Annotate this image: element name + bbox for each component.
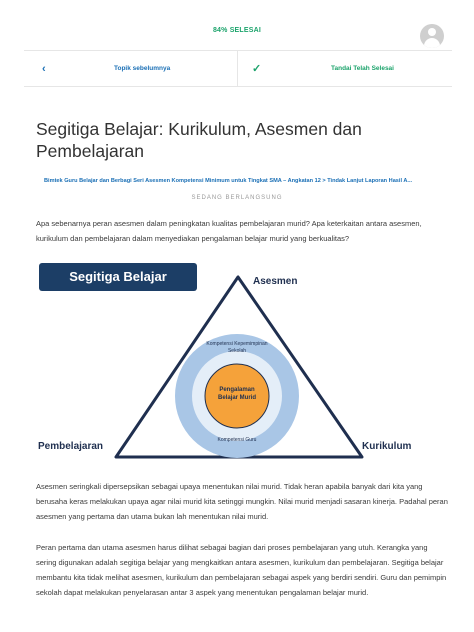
status-label: SEDANG BERLANGSUNG (191, 195, 283, 201)
page-title: Segitiga Belajar: Kurikulum, Asesmen dan Pembelajaran (36, 119, 362, 161)
progress-label: 84% SELESAI (212, 27, 262, 34)
body-paragraph-2: Peran pertama dan utama asesmen harus dilihat sebagai bagian dari proses pembelajaran yang utuh. Kerangka yang sering digunakan adalah segitiga belajar yang mengkaitkan antara asesmen, kurikulum dan pembelajaran. Segitiga belajar membantu kita tidak melihat asesmen, kurikulum dan pembelajaran sebagai aspek yang berdiri sendiri. Guru dan pemimpin sekolah dapat melakukan penyelarasan antar 3 aspek yang menentukan pengalaman belajar murid. (36, 543, 447, 597)
learning-triangle-figure (32, 258, 442, 470)
corner-label-pembelajaran: Pembelajaran (38, 441, 104, 452)
intro-paragraph: Apa sebenarnya peran asesmen dalam peningkatan kualitas pembelajaran murid? Apa keterkaitan antara asesmen, kurikulum dan pembelajaran dalam menyediakan pengalaman belajar murid yang berkualitas? (36, 219, 422, 243)
breadcrumb[interactable]: Bimtek Guru Belajar dan Berbagi Seri Asesmen Kompetensi Minimum untuk Tingkat SMA – Angkatan 12 > Tindak Lanjut Laporan Hasil A... (44, 178, 413, 184)
user-icon (420, 24, 444, 48)
previous-topic-button[interactable] (24, 51, 236, 86)
avatar[interactable] (420, 24, 444, 48)
body-paragraph-1: Asesmen seringkali dipersepsikan sebagai upaya menentukan nilai murid. Tidak heran apabila banyak dari kita yang berusaha keras melakukan upaya agar nilai murid kita setinggi mungkin. Nilai murid menjadi sasaran kinerja. Padahal peran asesmen yang pertama dan utama bukan lah menentukan nilai murid. (36, 482, 448, 521)
mark-complete-label: Tandai Telah Selesai (331, 65, 394, 72)
previous-topic-label: Topik sebelumnya (114, 65, 171, 72)
ring-top-label: Kompetensi Kepemimpinan Sekolah (206, 341, 268, 354)
figure-title: Segitiga Belajar (39, 263, 197, 291)
chevron-left-icon: ‹ (42, 62, 46, 75)
corner-label-kurikulum: Kurikulum (362, 441, 412, 452)
corner-label-asesmen: Asesmen (253, 276, 298, 287)
check-icon: ✓ (252, 63, 262, 75)
ring-bottom-label: Kompetensi Guru (217, 437, 257, 443)
core-label: Pengalaman Belajar Murid (217, 387, 256, 401)
topic-navigation (24, 50, 452, 87)
mark-complete-button[interactable] (237, 51, 453, 86)
